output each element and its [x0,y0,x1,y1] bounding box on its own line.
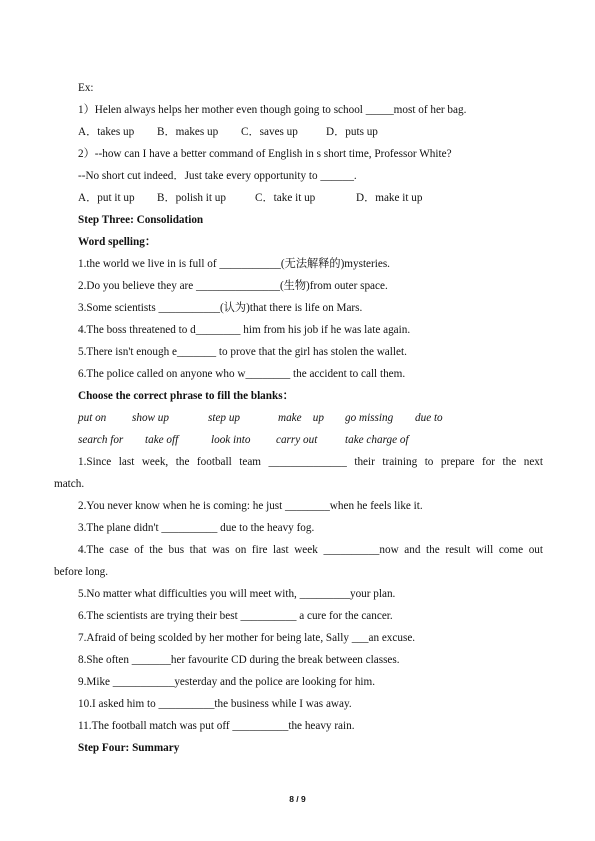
phrase-item: make up [278,412,324,424]
blank-item-4: 4.The case of the bus that was on fire last week __________now and the result will come out [78,544,543,556]
blank-item-6: 6.The scientists are trying their best __________ a cure for the cancer. [78,610,393,622]
phrase-bank-row-1 [78,411,543,426]
page-number: 8 / 9 [289,794,306,804]
blank-item-7: 7.Afraid of being scolded by her mother for being late, Sally ___an excuse. [78,632,416,644]
blank-item-8: 8.She often _______her favourite CD during the break between classes. [78,654,400,666]
blank-item-4-continued: before long. [54,566,109,578]
phrase-item: look into [211,434,251,446]
phrase-item: take off [145,434,179,446]
blank-item-11: 11.The football match was put off __________the heavy rain. [78,720,355,732]
ex-q1-option-b: B．makes up [157,126,219,138]
ex-q1-option-c: C．saves up [241,126,298,138]
blank-item-10: 10.I asked him to __________the business while I was away. [78,698,352,710]
ex-q1-option-d: D．puts up [326,126,378,138]
ex-question-1-options [78,125,543,140]
phrase-bank-row-2 [78,433,543,448]
step-four-heading: Step Four: Summary [78,742,180,754]
word-spelling-item-3: 3.Some scientists ___________(认为)that there is life on Mars. [78,302,363,314]
phrase-item: carry out [276,434,318,446]
phrase-item: put on [78,412,107,424]
phrase-item: step up [208,412,241,424]
blank-item-3: 3.The plane didn't __________ due to the heavy fog. [78,522,315,534]
phrase-item: take charge of [345,434,409,446]
phrase-item: show up [132,412,169,424]
word-spelling-heading: Word spelling： [78,236,157,248]
ex-q2-option-c: C．take it up [255,192,316,204]
blank-item-1: 1.Since last week, the football team ______________ their training to prepare for the next [78,456,543,468]
ex-question-2-options [78,191,543,206]
phrase-heading: Choose the correct phrase to fill the blanks： [78,390,294,402]
ex-question-2-reply: --No short cut indeed．Just take every opportunity to ______. [78,170,357,182]
ex-question-2-stem: 2）--how can I have a better command of English in s short time, Professor White? [78,148,452,160]
word-spelling-item-1: 1.the world we live in is full of ___________(无法解释的)mysteries. [78,258,390,270]
ex-q2-option-a: A．put it up [78,192,135,204]
phrase-item: go missing [345,412,394,424]
phrase-item: due to [415,412,443,424]
ex-q1-option-a: A．takes up [78,126,135,138]
ex-label: Ex: [78,82,94,94]
word-spelling-item-2: 2.Do you believe they are _______________(生物)from outer space. [78,280,388,292]
word-spelling-item-6: 6.The police called on anyone who w________ the accident to call them. [78,368,406,380]
blank-item-1-continued: match. [54,478,85,490]
blank-item-5: 5.No matter what difficulties you will meet with, _________your plan. [78,588,396,600]
blank-item-9: 9.Mike ___________yesterday and the police are looking for him. [78,676,376,688]
ex-q2-option-b: B．polish it up [157,192,226,204]
blank-item-2: 2.You never know when he is coming: he just ________when he feels like it. [78,500,423,512]
step-three-heading: Step Three: Consolidation [78,214,204,226]
word-spelling-item-4: 4.The boss threatened to d________ him from his job if he was late again. [78,324,411,336]
phrase-item: search for [78,434,124,446]
ex-question-1-stem: 1）Helen always helps her mother even though going to school _____most of her bag. [78,104,467,116]
ex-q2-option-d: D．make it up [356,192,423,204]
word-spelling-item-5: 5.There isn't enough e_______ to prove that the girl has stolen the wallet. [78,346,407,358]
